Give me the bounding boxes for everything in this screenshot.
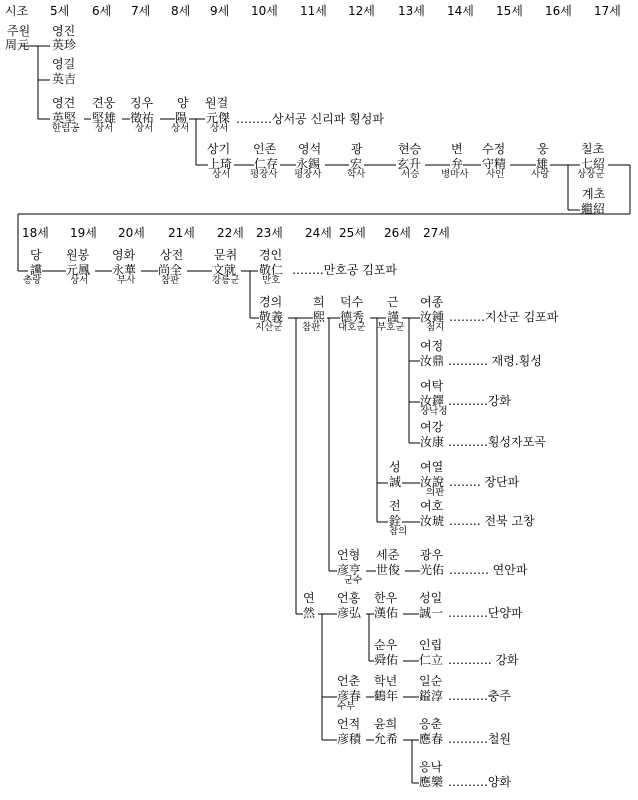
person-hanja: 英吉 xyxy=(52,72,77,86)
person-hanja: 繼紹 xyxy=(581,202,606,216)
person-title: 상서 xyxy=(212,169,231,180)
person-title: 군수 xyxy=(344,575,363,586)
branch-label: ……..만호공 김포파 xyxy=(292,263,397,277)
person-name: 희 xyxy=(313,295,325,309)
generation-label: 26세 xyxy=(384,226,411,240)
person-title: 상서 xyxy=(70,275,89,286)
person-hanja: 誠一 xyxy=(419,606,444,620)
person-hanja: 弁 xyxy=(451,157,464,171)
person-title: 참판 xyxy=(161,275,180,286)
person-name: 칠초 xyxy=(581,142,605,156)
person-name: 여강 xyxy=(420,420,444,434)
person-name: 영석 xyxy=(298,142,322,156)
generation-label: 시조 xyxy=(5,4,29,18)
person-name: 변 xyxy=(451,142,463,156)
person-name: 윤희 xyxy=(374,717,398,731)
person-hanja: 仁立 xyxy=(419,653,444,667)
generation-label: 17세 xyxy=(594,4,621,18)
person-name: 원걸 xyxy=(205,96,229,110)
generation-label: 5세 xyxy=(50,4,70,18)
person-name: 언춘 xyxy=(337,674,361,688)
generation-label: 12세 xyxy=(348,4,375,18)
person-name: 연 xyxy=(303,591,315,605)
person-name: 문취 xyxy=(214,248,238,262)
generation-label: 24세 xyxy=(305,226,332,240)
person-hanja: 汝康 xyxy=(420,435,445,449)
person-name: 언적 xyxy=(337,717,361,731)
person-name: 여정 xyxy=(420,339,444,353)
person-hanja: 然 xyxy=(303,606,316,620)
person-hanja: 汝說 xyxy=(420,475,445,489)
person-name: 상전 xyxy=(160,248,184,262)
person-hanja: 舜佑 xyxy=(374,653,399,667)
person-hanja: 彦積 xyxy=(337,732,362,746)
person-hanja: 元傑 xyxy=(206,111,231,125)
branch-label: ………지산군 김포파 xyxy=(449,310,559,324)
person-title: 첨지 xyxy=(426,322,445,333)
generation-label: 20세 xyxy=(118,226,145,240)
person-title: 대호군 xyxy=(338,322,366,333)
person-hanja: 汝鼎 xyxy=(420,354,445,368)
person-name: 수정 xyxy=(482,142,506,156)
person-title: 강릉군 xyxy=(212,275,240,286)
person-hanja: 銓 xyxy=(389,514,402,528)
person-title: 총랑 xyxy=(23,275,42,286)
branch-label: …….. 장단파 xyxy=(449,475,520,489)
branch-label: ……….단양파 xyxy=(448,606,523,620)
person-name: 한우 xyxy=(374,591,398,605)
generation-label: 27세 xyxy=(423,226,450,240)
person-hanja: 漢佑 xyxy=(374,606,399,620)
generation-label: 25세 xyxy=(339,226,366,240)
person-hanja: 上琦 xyxy=(208,157,233,171)
person-name: 여호 xyxy=(420,499,444,513)
person-hanja: 誠 xyxy=(389,475,402,489)
generation-label: 19세 xyxy=(70,226,97,240)
person-name: 여종 xyxy=(420,295,444,309)
person-title: 상서 xyxy=(95,123,114,134)
person-hanja: 汝鍾 xyxy=(420,310,445,324)
person-title: 의판 xyxy=(426,487,445,498)
generation-label: 6세 xyxy=(92,4,112,18)
branch-label: ………. 재령.횡성 xyxy=(448,354,542,368)
person-hanja: 守精 xyxy=(482,157,507,171)
person-title: 서승 xyxy=(401,169,420,180)
person-name: 성일 xyxy=(419,591,443,605)
person-hanja: 允希 xyxy=(374,732,399,746)
person-title: 장낙정 xyxy=(420,406,448,417)
person-title: 병마사 xyxy=(441,169,469,180)
person-hanja: 永華 xyxy=(112,263,137,277)
person-name: 근 xyxy=(387,295,399,309)
person-title: 평장사 xyxy=(250,169,278,180)
person-name: 당 xyxy=(30,248,42,262)
person-hanja: 元鳳 xyxy=(66,263,91,277)
person-name: 주원 xyxy=(7,24,31,38)
person-name: 계초 xyxy=(582,187,606,201)
person-title: 상서 xyxy=(171,123,190,134)
person-hanja: 彦弘 xyxy=(337,606,362,620)
person-name: 영길 xyxy=(52,57,76,71)
person-name: 영화 xyxy=(112,248,136,262)
generation-label: 10세 xyxy=(251,4,278,18)
person-hanja: 七紹 xyxy=(581,157,606,171)
person-name: 언홍 xyxy=(337,591,361,605)
person-hanja: 堅雄 xyxy=(92,111,117,125)
branch-label: ……….철원 xyxy=(448,732,511,746)
person-title: 참판 xyxy=(302,322,321,333)
person-hanja: 宏 xyxy=(350,157,363,171)
person-hanja: 文就 xyxy=(212,263,237,277)
person-name: 영진 xyxy=(52,24,76,38)
person-hanja: 德秀 xyxy=(340,310,365,324)
person-hanja: 應春 xyxy=(419,732,444,746)
person-name: 인존 xyxy=(253,142,277,156)
person-title: 수부 xyxy=(337,701,356,712)
person-name: 상기 xyxy=(207,142,231,156)
branch-label: …….. 전북 고창 xyxy=(449,514,535,528)
person-name: 일순 xyxy=(419,674,443,688)
person-name: 여열 xyxy=(420,460,444,474)
person-hanja: 世俊 xyxy=(376,563,401,577)
person-name: 웅 xyxy=(537,142,549,156)
person-name: 영견 xyxy=(52,96,76,110)
person-hanja: 讜 xyxy=(30,263,43,277)
generation-label: 21세 xyxy=(168,226,195,240)
person-title: 만호 xyxy=(262,275,281,286)
person-hanja: 玄升 xyxy=(397,157,422,171)
person-hanja: 光佑 xyxy=(420,563,445,577)
branch-label: …….…. 강화 xyxy=(448,653,519,667)
person-hanja: 陽 xyxy=(175,111,188,125)
person-title: 지산군 xyxy=(255,322,283,333)
person-name: 원봉 xyxy=(66,248,90,262)
person-name: 언형 xyxy=(337,548,361,562)
generation-label: 16세 xyxy=(545,4,572,18)
person-title: 한림공 xyxy=(52,123,80,134)
generation-label: 9세 xyxy=(210,4,230,18)
person-hanja: 熙 xyxy=(313,310,326,324)
person-title: 평장사 xyxy=(294,169,322,180)
person-title: 사랑 xyxy=(531,169,550,180)
generation-label: 18세 xyxy=(22,226,49,240)
person-hanja: 敬義 xyxy=(259,310,284,324)
branch-label: ……….횡성자포곡 xyxy=(448,435,546,449)
person-title: 상서 xyxy=(210,123,229,134)
person-hanja: 鎰淳 xyxy=(419,689,444,703)
person-title: 상장군 xyxy=(577,169,605,180)
person-name: 인립 xyxy=(419,638,443,652)
generation-label: 14세 xyxy=(447,4,474,18)
person-name: 징우 xyxy=(130,96,154,110)
generation-label: 8세 xyxy=(171,4,191,18)
person-name: 경의 xyxy=(259,295,283,309)
person-title: 학사 xyxy=(347,169,366,180)
person-hanja: 汝鐸 xyxy=(420,394,445,408)
person-name: 덕수 xyxy=(340,295,364,309)
branch-label: ………상서공 신리파 횡성파 xyxy=(236,112,384,126)
person-hanja: 彦春 xyxy=(337,689,362,703)
generation-label: 23세 xyxy=(256,226,283,240)
person-hanja: 周元 xyxy=(5,38,30,52)
branch-label: ……….충주 xyxy=(448,689,511,703)
generation-label: 7세 xyxy=(131,4,151,18)
person-title: 부호군 xyxy=(377,322,405,333)
generation-label: 15세 xyxy=(496,4,523,18)
person-name: 전 xyxy=(389,499,401,513)
person-name: 성 xyxy=(389,460,401,474)
person-hanja: 鶴年 xyxy=(374,689,399,703)
generation-label: 11세 xyxy=(300,4,327,18)
person-hanja: 汝琥 xyxy=(420,514,445,528)
person-name: 응낙 xyxy=(419,760,443,774)
person-name: 세준 xyxy=(376,548,400,562)
person-name: 경인 xyxy=(259,248,283,262)
person-hanja: 英堅 xyxy=(52,111,77,125)
person-hanja: 英珍 xyxy=(52,38,77,52)
person-name: 학년 xyxy=(374,674,398,688)
person-title: 부사 xyxy=(117,275,136,286)
branch-label: ……….강화 xyxy=(448,394,511,408)
person-hanja: 敬仁 xyxy=(259,263,284,277)
person-title: 사인 xyxy=(486,169,505,180)
person-name: 현승 xyxy=(398,142,422,156)
person-hanja: 仁存 xyxy=(254,157,279,171)
person-name: 견웅 xyxy=(92,96,116,110)
person-hanja: 雄 xyxy=(536,157,549,171)
person-name: 광우 xyxy=(420,548,444,562)
person-name: 순우 xyxy=(374,638,398,652)
person-title: 상서 xyxy=(135,123,154,134)
person-name: 여탁 xyxy=(420,379,444,393)
person-hanja: 謹 xyxy=(387,310,400,324)
person-hanja: 應樂 xyxy=(419,775,444,789)
person-title: 참의 xyxy=(389,526,408,537)
generation-label: 13세 xyxy=(398,4,425,18)
person-name: 응춘 xyxy=(419,717,443,731)
person-hanja: 徵祐 xyxy=(130,111,155,125)
person-hanja: 尚全 xyxy=(158,263,183,277)
person-hanja: 彦亨 xyxy=(337,563,362,577)
person-name: 광 xyxy=(351,142,363,156)
generation-label: 22세 xyxy=(217,226,244,240)
branch-label: ………. 연안파 xyxy=(449,563,528,577)
branch-label: ……….양화 xyxy=(448,775,511,789)
person-name: 양 xyxy=(177,96,189,110)
person-hanja: 永錫 xyxy=(296,157,321,171)
